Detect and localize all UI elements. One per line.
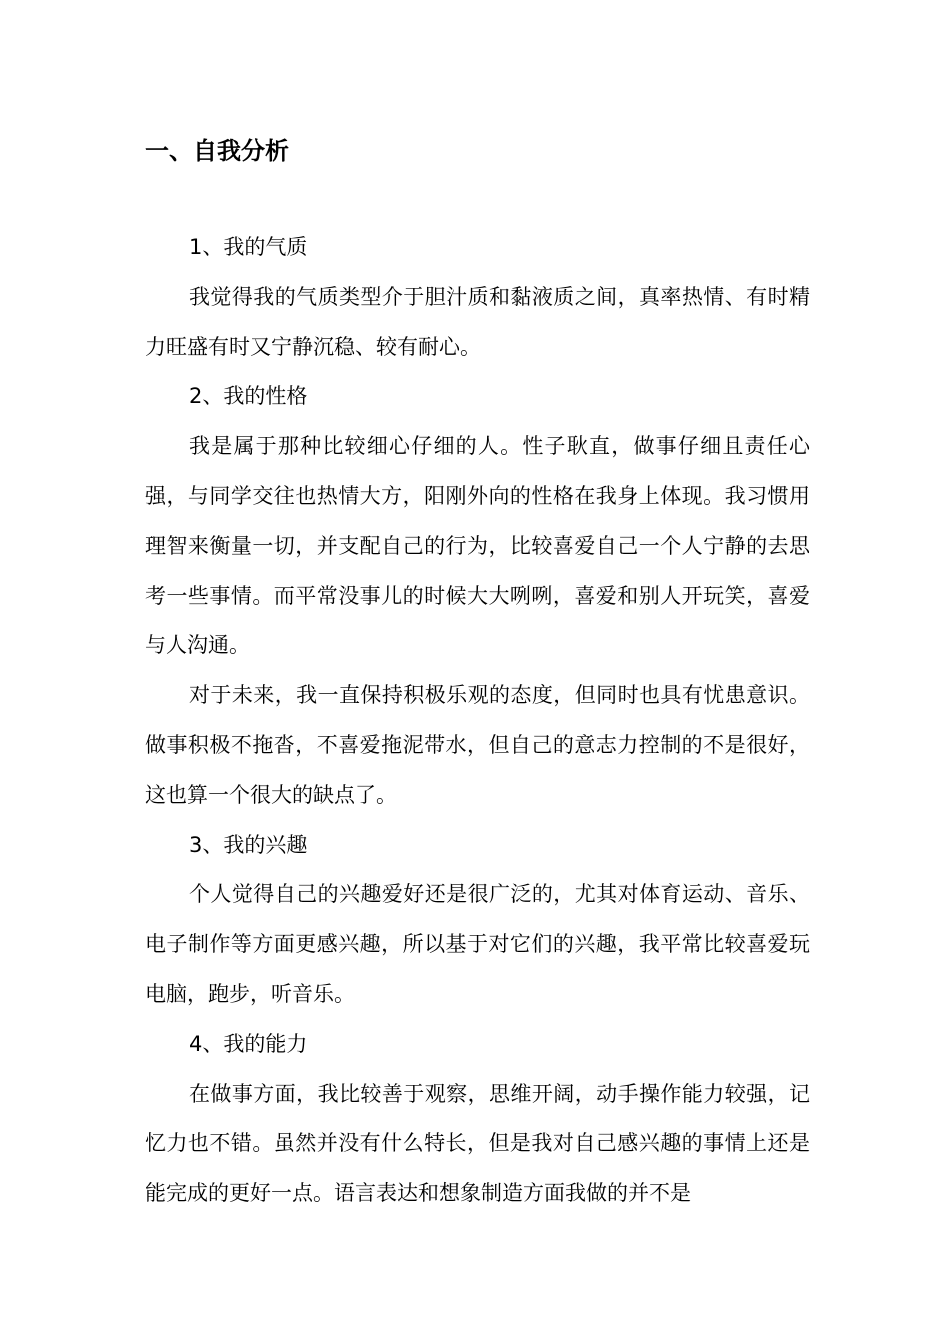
section-heading-interests: 3、我的兴趣	[189, 832, 308, 857]
paragraph-attitude: 对于未来，我一直保持积极乐观的态度，但同时也具有忧患意识。做事积极不拖沓，不喜爱拖泥带水，但自己的意志力控制的不是很好，这也算一个很大的缺点了。	[145, 683, 810, 807]
paragraph-temperament: 我觉得我的气质类型介于胆汁质和黏液质之间，真率热情、有时精力旺盛有时又宁静沉稳、较有耐心。	[145, 284, 810, 359]
document-body	[145, 223, 810, 1219]
section-heading-personality: 2、我的性格	[189, 384, 308, 409]
paragraph-personality: 我是属于那种比较细心仔细的人。性子耿直，做事仔细且责任心强，与同学交往也热情大方，阳刚外向的性格在我身上体现。我习惯用理智来衡量一切，并支配自己的行为，比较喜爱自己一个人宁静的去思考一些事情。而平常没事儿的时候大大咧咧，喜爱和别人开玩笑，喜爱与人沟通。	[145, 434, 810, 658]
section-heading-abilities: 4、我的能力	[189, 1031, 308, 1056]
document-title: 一、自我分析	[145, 137, 289, 165]
paragraph-abilities: 在做事方面，我比较善于观察，思维开阔，动手操作能力较强，记忆力也不错。虽然并没有什么特长，但是我对自己感兴趣的事情上还是能完成的更好一点。语言表达和想象制造方面我做的并不是	[145, 1081, 810, 1206]
section-heading-temperament: 1、我的气质	[189, 235, 308, 259]
paragraph-interests: 个人觉得自己的兴趣爱好还是很广泛的，尤其对体育运动、音乐、电子制作等方面更感兴趣，所以基于对它们的兴趣，我平常比较喜爱玩电脑，跑步，听音乐。	[145, 882, 810, 1006]
